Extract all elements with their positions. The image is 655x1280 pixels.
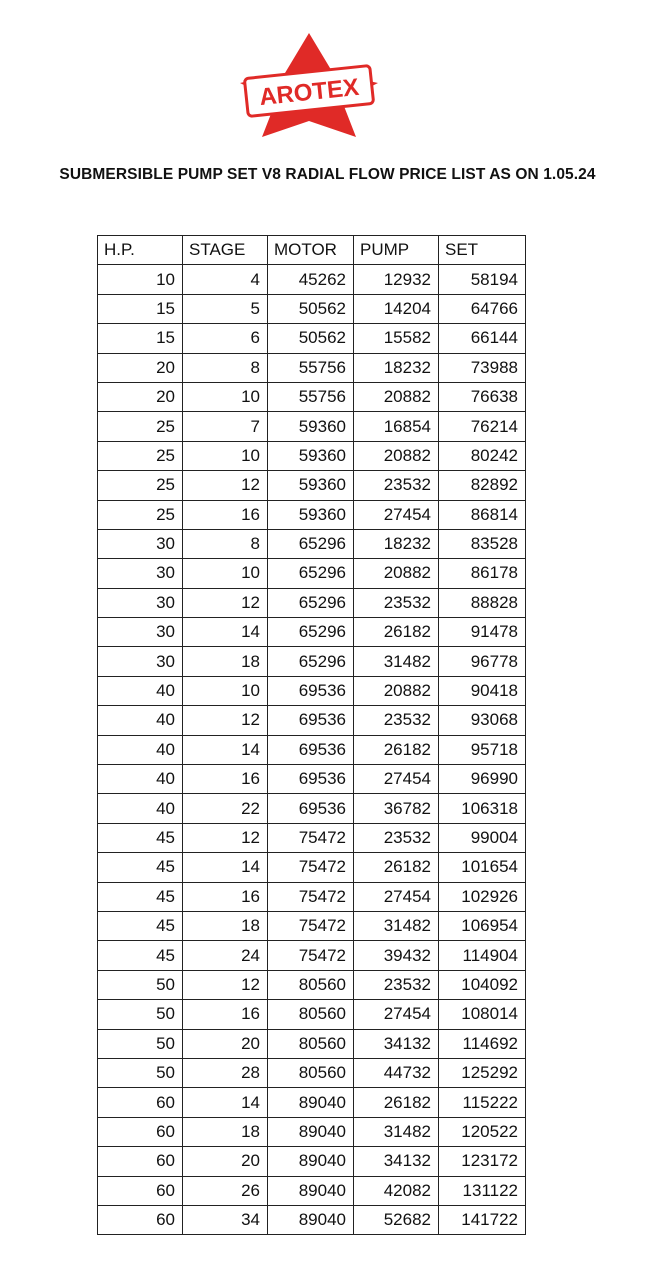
motor-cell: 59360 [268,412,354,441]
table-row [98,412,526,441]
hp-cell: 45 [98,823,183,852]
hp-cell: 40 [98,735,183,764]
stage-cell: 24 [183,941,268,970]
stage-cell: 16 [183,1000,268,1029]
stage-cell: 20 [183,1029,268,1058]
set-cell: 125292 [439,1058,526,1087]
table-row [98,1000,526,1029]
pump-cell: 23532 [354,706,439,735]
table-row [98,647,526,676]
set-cell: 115222 [439,1088,526,1117]
set-cell: 76214 [439,412,526,441]
stage-cell: 34 [183,1205,268,1234]
pump-cell: 16854 [354,412,439,441]
table-row [98,382,526,411]
motor-cell: 65296 [268,529,354,558]
hp-cell: 25 [98,412,183,441]
table-row [98,1088,526,1117]
table-row [98,941,526,970]
motor-cell: 75472 [268,823,354,852]
pump-cell: 26182 [354,618,439,647]
motor-cell: 75472 [268,853,354,882]
motor-cell: 59360 [268,471,354,500]
stage-cell: 12 [183,471,268,500]
table-row [98,1176,526,1205]
stage-cell: 28 [183,1058,268,1087]
table-header-row [98,236,526,265]
stage-cell: 12 [183,588,268,617]
set-cell: 88828 [439,588,526,617]
table-row [98,441,526,470]
set-cell: 120522 [439,1117,526,1146]
set-cell: 104092 [439,970,526,999]
table-row [98,559,526,588]
motor-cell: 75472 [268,941,354,970]
motor-cell: 75472 [268,882,354,911]
price-table [97,235,526,1235]
motor-cell: 65296 [268,647,354,676]
stage-cell: 10 [183,676,268,705]
set-cell: 106318 [439,794,526,823]
hp-cell: 25 [98,441,183,470]
set-cell: 93068 [439,706,526,735]
set-cell: 106954 [439,911,526,940]
table-row [98,706,526,735]
stage-cell: 4 [183,265,268,294]
stage-cell: 7 [183,412,268,441]
table-row [98,1147,526,1176]
table-row [98,618,526,647]
hp-cell: 40 [98,676,183,705]
table-row [98,353,526,382]
pump-cell: 18232 [354,353,439,382]
table-row [98,853,526,882]
set-cell: 95718 [439,735,526,764]
set-cell: 80242 [439,441,526,470]
table-row [98,294,526,323]
set-cell: 66144 [439,324,526,353]
hp-cell: 30 [98,618,183,647]
hp-cell: 50 [98,970,183,999]
pump-cell: 27454 [354,500,439,529]
stage-cell: 14 [183,735,268,764]
hp-cell: 40 [98,765,183,794]
table-row [98,324,526,353]
pump-cell: 14204 [354,294,439,323]
set-cell: 114904 [439,941,526,970]
pump-cell: 27454 [354,882,439,911]
hp-cell: 30 [98,529,183,558]
pump-cell: 15582 [354,324,439,353]
motor-cell: 55756 [268,382,354,411]
stage-cell: 5 [183,294,268,323]
motor-cell: 69536 [268,794,354,823]
motor-cell: 59360 [268,500,354,529]
stage-cell: 20 [183,1147,268,1176]
pump-cell: 27454 [354,1000,439,1029]
pump-cell: 31482 [354,911,439,940]
motor-cell: 89040 [268,1088,354,1117]
hp-cell: 60 [98,1117,183,1146]
stage-cell: 16 [183,882,268,911]
pump-cell: 26182 [354,735,439,764]
pump-cell: 26182 [354,853,439,882]
stage-cell: 12 [183,970,268,999]
table-row [98,1029,526,1058]
stage-cell: 8 [183,529,268,558]
hp-cell: 15 [98,324,183,353]
table-row [98,1117,526,1146]
hp-cell: 45 [98,941,183,970]
set-cell: 76638 [439,382,526,411]
pump-cell: 18232 [354,529,439,558]
hp-cell: 60 [98,1205,183,1234]
pump-cell: 31482 [354,1117,439,1146]
set-cell: 141722 [439,1205,526,1234]
set-cell: 131122 [439,1176,526,1205]
motor-cell: 89040 [268,1147,354,1176]
motor-cell: 65296 [268,559,354,588]
table-row [98,794,526,823]
pump-cell: 23532 [354,588,439,617]
table-row [98,265,526,294]
table-row [98,765,526,794]
pump-cell: 20882 [354,559,439,588]
motor-cell: 75472 [268,911,354,940]
hp-cell: 45 [98,882,183,911]
column-header-set: SET [439,236,526,265]
hp-cell: 30 [98,588,183,617]
pump-cell: 26182 [354,1088,439,1117]
set-cell: 58194 [439,265,526,294]
pump-cell: 20882 [354,382,439,411]
stage-cell: 10 [183,441,268,470]
motor-cell: 89040 [268,1205,354,1234]
motor-cell: 80560 [268,970,354,999]
column-header-motor: MOTOR [268,236,354,265]
hp-cell: 45 [98,853,183,882]
pump-cell: 36782 [354,794,439,823]
set-cell: 90418 [439,676,526,705]
hp-cell: 60 [98,1088,183,1117]
motor-cell: 89040 [268,1117,354,1146]
hp-cell: 20 [98,382,183,411]
set-cell: 64766 [439,294,526,323]
set-cell: 96778 [439,647,526,676]
motor-cell: 50562 [268,324,354,353]
set-cell: 83528 [439,529,526,558]
hp-cell: 45 [98,911,183,940]
pump-cell: 23532 [354,823,439,852]
set-cell: 99004 [439,823,526,852]
table-row [98,823,526,852]
stage-cell: 14 [183,618,268,647]
stage-cell: 18 [183,1117,268,1146]
stage-cell: 10 [183,382,268,411]
hp-cell: 10 [98,265,183,294]
set-cell: 101654 [439,853,526,882]
page-title: SUBMERSIBLE PUMP SET V8 RADIAL FLOW PRICE LIST AS ON 1.05.24 [59,166,596,183]
pump-cell: 44732 [354,1058,439,1087]
table-row [98,471,526,500]
hp-cell: 15 [98,294,183,323]
hp-cell: 50 [98,1029,183,1058]
hp-cell: 25 [98,471,183,500]
column-header-pump: PUMP [354,236,439,265]
stage-cell: 14 [183,1088,268,1117]
motor-cell: 55756 [268,353,354,382]
stage-cell: 8 [183,353,268,382]
motor-cell: 65296 [268,588,354,617]
stage-cell: 22 [183,794,268,823]
motor-cell: 80560 [268,1058,354,1087]
table-row [98,911,526,940]
pump-cell: 34132 [354,1147,439,1176]
motor-cell: 45262 [268,265,354,294]
table-row [98,500,526,529]
set-cell: 73988 [439,353,526,382]
column-header-stage: STAGE [183,236,268,265]
hp-cell: 30 [98,559,183,588]
motor-cell: 50562 [268,294,354,323]
motor-cell: 80560 [268,1029,354,1058]
stage-cell: 18 [183,647,268,676]
motor-cell: 69536 [268,735,354,764]
motor-cell: 69536 [268,676,354,705]
set-cell: 108014 [439,1000,526,1029]
hp-cell: 40 [98,706,183,735]
table-row [98,1058,526,1087]
pump-cell: 52682 [354,1205,439,1234]
table-row [98,1205,526,1234]
hp-cell: 60 [98,1147,183,1176]
pump-cell: 27454 [354,765,439,794]
motor-cell: 69536 [268,765,354,794]
hp-cell: 50 [98,1058,183,1087]
pump-cell: 20882 [354,441,439,470]
pump-cell: 34132 [354,1029,439,1058]
hp-cell: 40 [98,794,183,823]
table-row [98,588,526,617]
hp-cell: 30 [98,647,183,676]
motor-cell: 80560 [268,1000,354,1029]
stage-cell: 14 [183,853,268,882]
table-row [98,882,526,911]
motor-cell: 89040 [268,1176,354,1205]
table-row [98,529,526,558]
stage-cell: 6 [183,324,268,353]
stage-cell: 12 [183,706,268,735]
pump-cell: 23532 [354,471,439,500]
column-header-hp: H.P. [98,236,183,265]
set-cell: 86814 [439,500,526,529]
pump-cell: 23532 [354,970,439,999]
hp-cell: 50 [98,1000,183,1029]
pump-cell: 12932 [354,265,439,294]
hp-cell: 20 [98,353,183,382]
logo-wordmark: AROTEX [258,73,361,112]
hp-cell: 60 [98,1176,183,1205]
stage-cell: 12 [183,823,268,852]
set-cell: 91478 [439,618,526,647]
set-cell: 96990 [439,765,526,794]
motor-cell: 69536 [268,706,354,735]
set-cell: 86178 [439,559,526,588]
arotex-logo [240,33,378,139]
motor-cell: 59360 [268,441,354,470]
stage-cell: 16 [183,500,268,529]
set-cell: 114692 [439,1029,526,1058]
table-row [98,970,526,999]
set-cell: 102926 [439,882,526,911]
stage-cell: 10 [183,559,268,588]
set-cell: 123172 [439,1147,526,1176]
pump-cell: 39432 [354,941,439,970]
hp-cell: 25 [98,500,183,529]
stage-cell: 18 [183,911,268,940]
motor-cell: 65296 [268,618,354,647]
pump-cell: 31482 [354,647,439,676]
pump-cell: 20882 [354,676,439,705]
table-row [98,735,526,764]
table-row [98,676,526,705]
stage-cell: 26 [183,1176,268,1205]
set-cell: 82892 [439,471,526,500]
pump-cell: 42082 [354,1176,439,1205]
stage-cell: 16 [183,765,268,794]
